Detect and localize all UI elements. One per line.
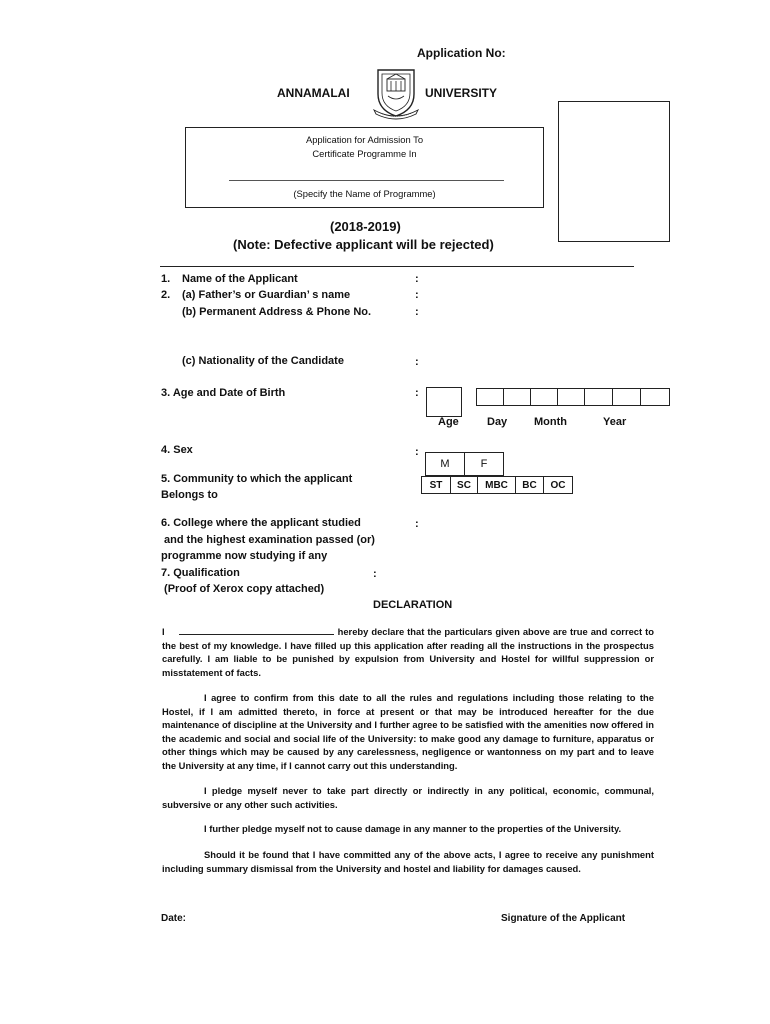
academic-year: (2018-2019)	[330, 219, 401, 234]
university-name-right: UNIVERSITY	[425, 86, 498, 100]
dob-digit-box[interactable]	[503, 388, 531, 406]
field-guardian-name-colon: :	[415, 289, 419, 301]
field-address-label: (b) Permanent Address & Phone No.	[182, 306, 372, 318]
community-option-bc[interactable]	[515, 476, 544, 494]
community-option-label: ST	[429, 479, 443, 491]
university-name-left: ANNAMALAI	[277, 86, 350, 100]
programme-specify-hint: (Specify the Name of Programme)	[293, 188, 436, 199]
field-age-dob-colon: :	[415, 387, 419, 399]
community-option-st[interactable]	[421, 476, 451, 494]
community-option-label: SC	[457, 479, 471, 491]
dob-digit-box[interactable]	[530, 388, 558, 406]
dob-digit-box[interactable]	[640, 388, 670, 406]
declaration-paragraph-3: I pledge myself never to take part directly or indirectly in any political, economic, communal, subversive or any other such activities.	[162, 785, 654, 810]
date-label: Date:	[161, 913, 187, 924]
declaration-paragraph-4: I further pledge myself not to cause damage in any manner to the properties of the University.	[204, 823, 622, 834]
community-option-label: BC	[522, 479, 537, 491]
field-nationality-colon: :	[415, 356, 419, 368]
community-option-mbc[interactable]	[477, 476, 516, 494]
defective-note: (Note: Defective applicant will be rejected)	[233, 237, 494, 252]
community-option-oc[interactable]	[543, 476, 573, 494]
field-qualification-label: 7. Qualification	[161, 567, 240, 579]
field-sex-colon: :	[415, 446, 419, 458]
programme-line-1: Application for Admission To	[305, 134, 424, 145]
field-applicant-name-colon: :	[415, 273, 419, 285]
community-option-label: OC	[550, 479, 566, 491]
community-option-label: MBC	[485, 479, 508, 491]
dob-digit-box[interactable]	[612, 388, 641, 406]
dob-digit-box[interactable]	[476, 388, 504, 406]
university-crest-icon	[372, 66, 420, 120]
field-college-label-line-1: 6. College where the applicant studied	[161, 517, 361, 529]
dob-digit-box[interactable]	[557, 388, 585, 406]
programme-line-2: Certificate Programme In	[312, 148, 417, 159]
declaration-i: I	[162, 626, 165, 637]
community-option-sc[interactable]	[450, 476, 478, 494]
sex-option-f[interactable]	[464, 452, 504, 476]
field-age-dob-label: 3. Age and Date of Birth	[161, 387, 286, 399]
sex-option-m[interactable]	[425, 452, 465, 476]
age-box[interactable]	[426, 387, 462, 417]
field-qualification-note: (Proof of Xerox copy attached)	[161, 583, 325, 595]
field-1-number: 1.	[161, 273, 171, 285]
dob-day-label: Day	[487, 416, 508, 428]
declaration-paragraph-5: Should it be found that I have committed any of the above acts, I agree to receive any punishment including summary dismissal from the University and hostel and liability for damages caused.	[162, 849, 654, 874]
field-community-label-line-2: Belongs to	[161, 489, 218, 501]
field-sex-label: 4. Sex	[161, 444, 193, 456]
photo-box[interactable]	[558, 101, 670, 242]
field-qualification-colon: :	[373, 568, 377, 580]
programme-box	[185, 127, 544, 208]
declaration-paragraph-1	[162, 625, 654, 679]
declaration-title: DECLARATION	[373, 599, 453, 611]
field-nationality-label: (c) Nationality of the Candidate	[182, 355, 344, 367]
sex-option-m-label: M	[440, 458, 450, 470]
dob-digit-box[interactable]	[584, 388, 613, 406]
application-no-label: Application No:	[417, 46, 506, 60]
field-college-colon: :	[415, 518, 419, 530]
field-applicant-name-label: Name of the Applicant	[182, 273, 298, 285]
dob-year-label: Year	[603, 416, 627, 428]
field-college-label-line-3: programme now studying if any	[161, 550, 328, 562]
sex-option-f-label: F	[480, 458, 488, 470]
declaration-paragraph-2: I agree to confirm from this date to all the rules and regulations including those relating to the Hostel, if I am admitted thereto, in force at present or that may be introduced hereafter for the due maintenance of discipline at the University and I further agree to be satisfied with the amenities now offered in the academic and social and social life of the University: to make good any damage to furniture, apparatus or other things which may be caused by any carelessness, negligence or wantonness on my part and to leave the University at any time, if I cannot carry out this understanding.	[162, 692, 654, 771]
dob-age-label: Age	[438, 416, 459, 428]
separator-line	[160, 266, 634, 267]
declarant-name-blank[interactable]	[179, 626, 334, 635]
field-guardian-name-label: (a) Father’s or Guardian’ s name	[182, 289, 351, 301]
field-college-label-line-2: and the highest examination passed (or)	[161, 534, 375, 546]
field-address-colon: :	[415, 306, 419, 318]
field-2-number: 2.	[161, 289, 171, 301]
dob-month-label: Month	[534, 416, 567, 428]
declaration-paragraph-1-text: hereby declare that the particulars given above are true and correct to the best of my knowledge. I have filled up this application after reading all the instructions in the prospectus carefully. I am liable to be punished by expulsion from University and Hostel for willful suppression or misstatement of facts.	[162, 626, 654, 678]
field-community-label-line-1: 5. Community to which the applicant	[161, 473, 353, 485]
programme-name-blank[interactable]	[229, 180, 504, 181]
signature-label: Signature of the Applicant	[501, 913, 626, 924]
